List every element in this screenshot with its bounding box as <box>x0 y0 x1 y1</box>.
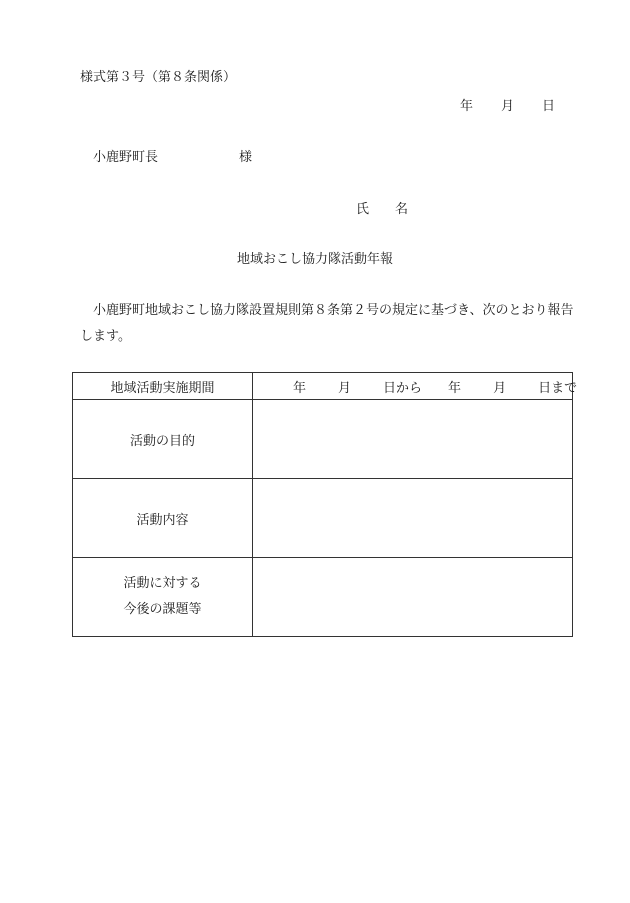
period-month2: 月 <box>493 380 507 396</box>
table-row-purpose <box>73 400 573 479</box>
form-number: 様式第３号（第８条関係） <box>80 70 237 85</box>
report-table <box>72 372 578 637</box>
issues-value-cell[interactable] <box>253 558 573 637</box>
period-value-cell[interactable] <box>253 373 578 400</box>
content-value-cell[interactable] <box>253 479 573 558</box>
name-label-1: 氏 <box>356 202 370 217</box>
purpose-label: 活動の目的 <box>73 400 253 479</box>
issues-label <box>73 558 253 637</box>
date-year: 年 <box>460 99 474 114</box>
period-until: 日まで <box>538 380 578 396</box>
date-day: 日 <box>542 99 556 114</box>
table-row-period <box>73 373 573 400</box>
addressee-name: 小鹿野町長 <box>93 150 159 165</box>
purpose-value-cell[interactable] <box>253 400 573 479</box>
applicant-name-label <box>356 198 408 217</box>
name-label-2: 名 <box>395 202 409 217</box>
document-title: 地域おこし協力隊活動年報 <box>236 252 393 267</box>
table-row-issues <box>73 558 573 637</box>
period-from: 日から <box>383 380 423 396</box>
period-year2: 年 <box>448 380 462 396</box>
date-month: 月 <box>501 99 515 114</box>
table-row-content <box>73 479 573 558</box>
addressee-honorific: 様 <box>239 150 253 165</box>
period-month1: 月 <box>338 380 352 396</box>
issues-label-line1: 活動に対する <box>123 576 202 591</box>
date-line <box>460 95 555 114</box>
intro-paragraph: 小鹿野町地域おこし協力隊設置規則第８条第２号の規定に基づき、次のとおり報告します。 <box>80 303 574 344</box>
period-year1: 年 <box>293 380 307 396</box>
addressee <box>93 146 253 165</box>
period-label: 地域活動実施期間 <box>73 373 253 400</box>
issues-label-line2: 今後の課題等 <box>123 602 202 617</box>
content-label: 活動内容 <box>73 479 253 558</box>
